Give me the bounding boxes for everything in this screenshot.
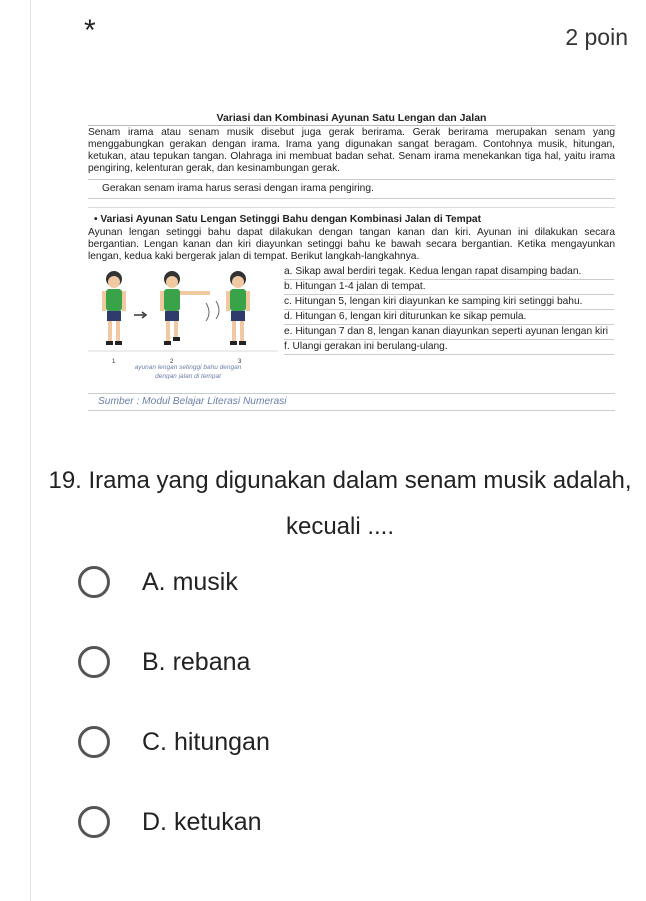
steps-area [88, 265, 615, 383]
step-a: a. Sikap awal berdiri tegak. Kedua lengan rapat disamping badan. [284, 265, 614, 280]
figure-divider [88, 199, 615, 208]
question-text: 19. Irama yang digunakan dalam senam musik adalah, kecuali .... [48, 467, 632, 540]
figure-person-3 [226, 271, 250, 345]
image-caption-line-1: ayunan lengan setinggi bahu dengan [134, 364, 242, 371]
figure-subtitle: • Variasi Ayunan Satu Lengan Setinggi Bahu dengan Kombinasi Jalan di Tempat [94, 214, 481, 225]
required-asterisk: * [84, 14, 96, 47]
figure-person-1 [102, 271, 126, 345]
step-e: e. Hitungan 7 dan 8, lengan kanan diayunkan seperti ayunan lengan kiri [284, 325, 614, 340]
step-c: c. Hitungan 5, lengan kiri diayunkan ke samping kiri setinggi bahu. [284, 295, 614, 310]
option-a-label[interactable]: A. musik [142, 567, 238, 596]
figure-note: Gerakan senam irama harus serasi dengan irama pengiring. [88, 179, 615, 199]
option-b-label[interactable]: B. rebana [142, 647, 251, 676]
figure-sub-paragraph: Ayunan lengan setinggi bahu dapat dilakukan dengan tangan kanan dan kiri. Ayunan ini dilakukan secara bergantian. Lengan kanan dan kiri diayunkan setinggi bahu ke bawah secara bergantian. Ketika mengayunkan lengan, kedua kaki bergerak jalan di tempat. Berikut langkah-langkahnya. [88, 227, 615, 262]
steps-list [284, 265, 614, 355]
figure-person-2 [160, 271, 210, 345]
radio-circle-icon[interactable] [78, 726, 110, 758]
image-caption-line-2: dengan jalan di tempat [155, 373, 221, 379]
option-c[interactable] [78, 723, 270, 761]
step-f: f. Ulangi gerakan ini berulang-ulang. [284, 340, 614, 355]
radio-circle-icon[interactable] [78, 566, 110, 598]
option-d-label[interactable]: D. ketukan [142, 807, 262, 836]
option-d[interactable] [78, 803, 262, 841]
step-b: b. Hitungan 1-4 jalan di tempat. [284, 280, 614, 295]
radio-circle-icon[interactable] [78, 806, 110, 838]
image-number-3: 3 [238, 359, 242, 365]
figure-title: Variasi dan Kombinasi Ayunan Satu Lengan dan Jalan [88, 112, 615, 126]
figure-subtitle-text: Variasi Ayunan Satu Lengan Setinggi Bahu dengan Kombinasi Jalan di Tempat [100, 214, 481, 225]
option-b[interactable] [78, 643, 250, 681]
option-a[interactable] [78, 563, 238, 601]
points-label: 2 poin [565, 24, 628, 50]
figure-source: Sumber : Modul Belajar Literasi Numerasi [88, 393, 615, 411]
step-d: d. Hitungan 6, lengan kiri diturunkan ke sikap pemula. [284, 310, 614, 325]
exercise-illustration [88, 267, 278, 379]
form-left-border [30, 0, 31, 901]
option-c-label[interactable]: C. hitungan [142, 727, 270, 756]
image-number-2: 2 [170, 359, 174, 365]
image-number-1: 1 [112, 359, 116, 365]
question-image [88, 112, 615, 442]
radio-circle-icon[interactable] [78, 646, 110, 678]
figure-paragraph: Senam irama atau senam musik disebut juga gerak berirama. Gerak berirama merupakan senam yang menggabungkan gerakan dengan irama. Irama yang digunakan sangat beragam. Contohnya musik, hitungan, ketukan, atau tepukan tangan. Olahraga ini membuat badan sehat. Senam irama menekankan tiga hal, yaitu irama pengiring, kelenturan gerak, dan kesinambungan gerak. [88, 127, 615, 174]
